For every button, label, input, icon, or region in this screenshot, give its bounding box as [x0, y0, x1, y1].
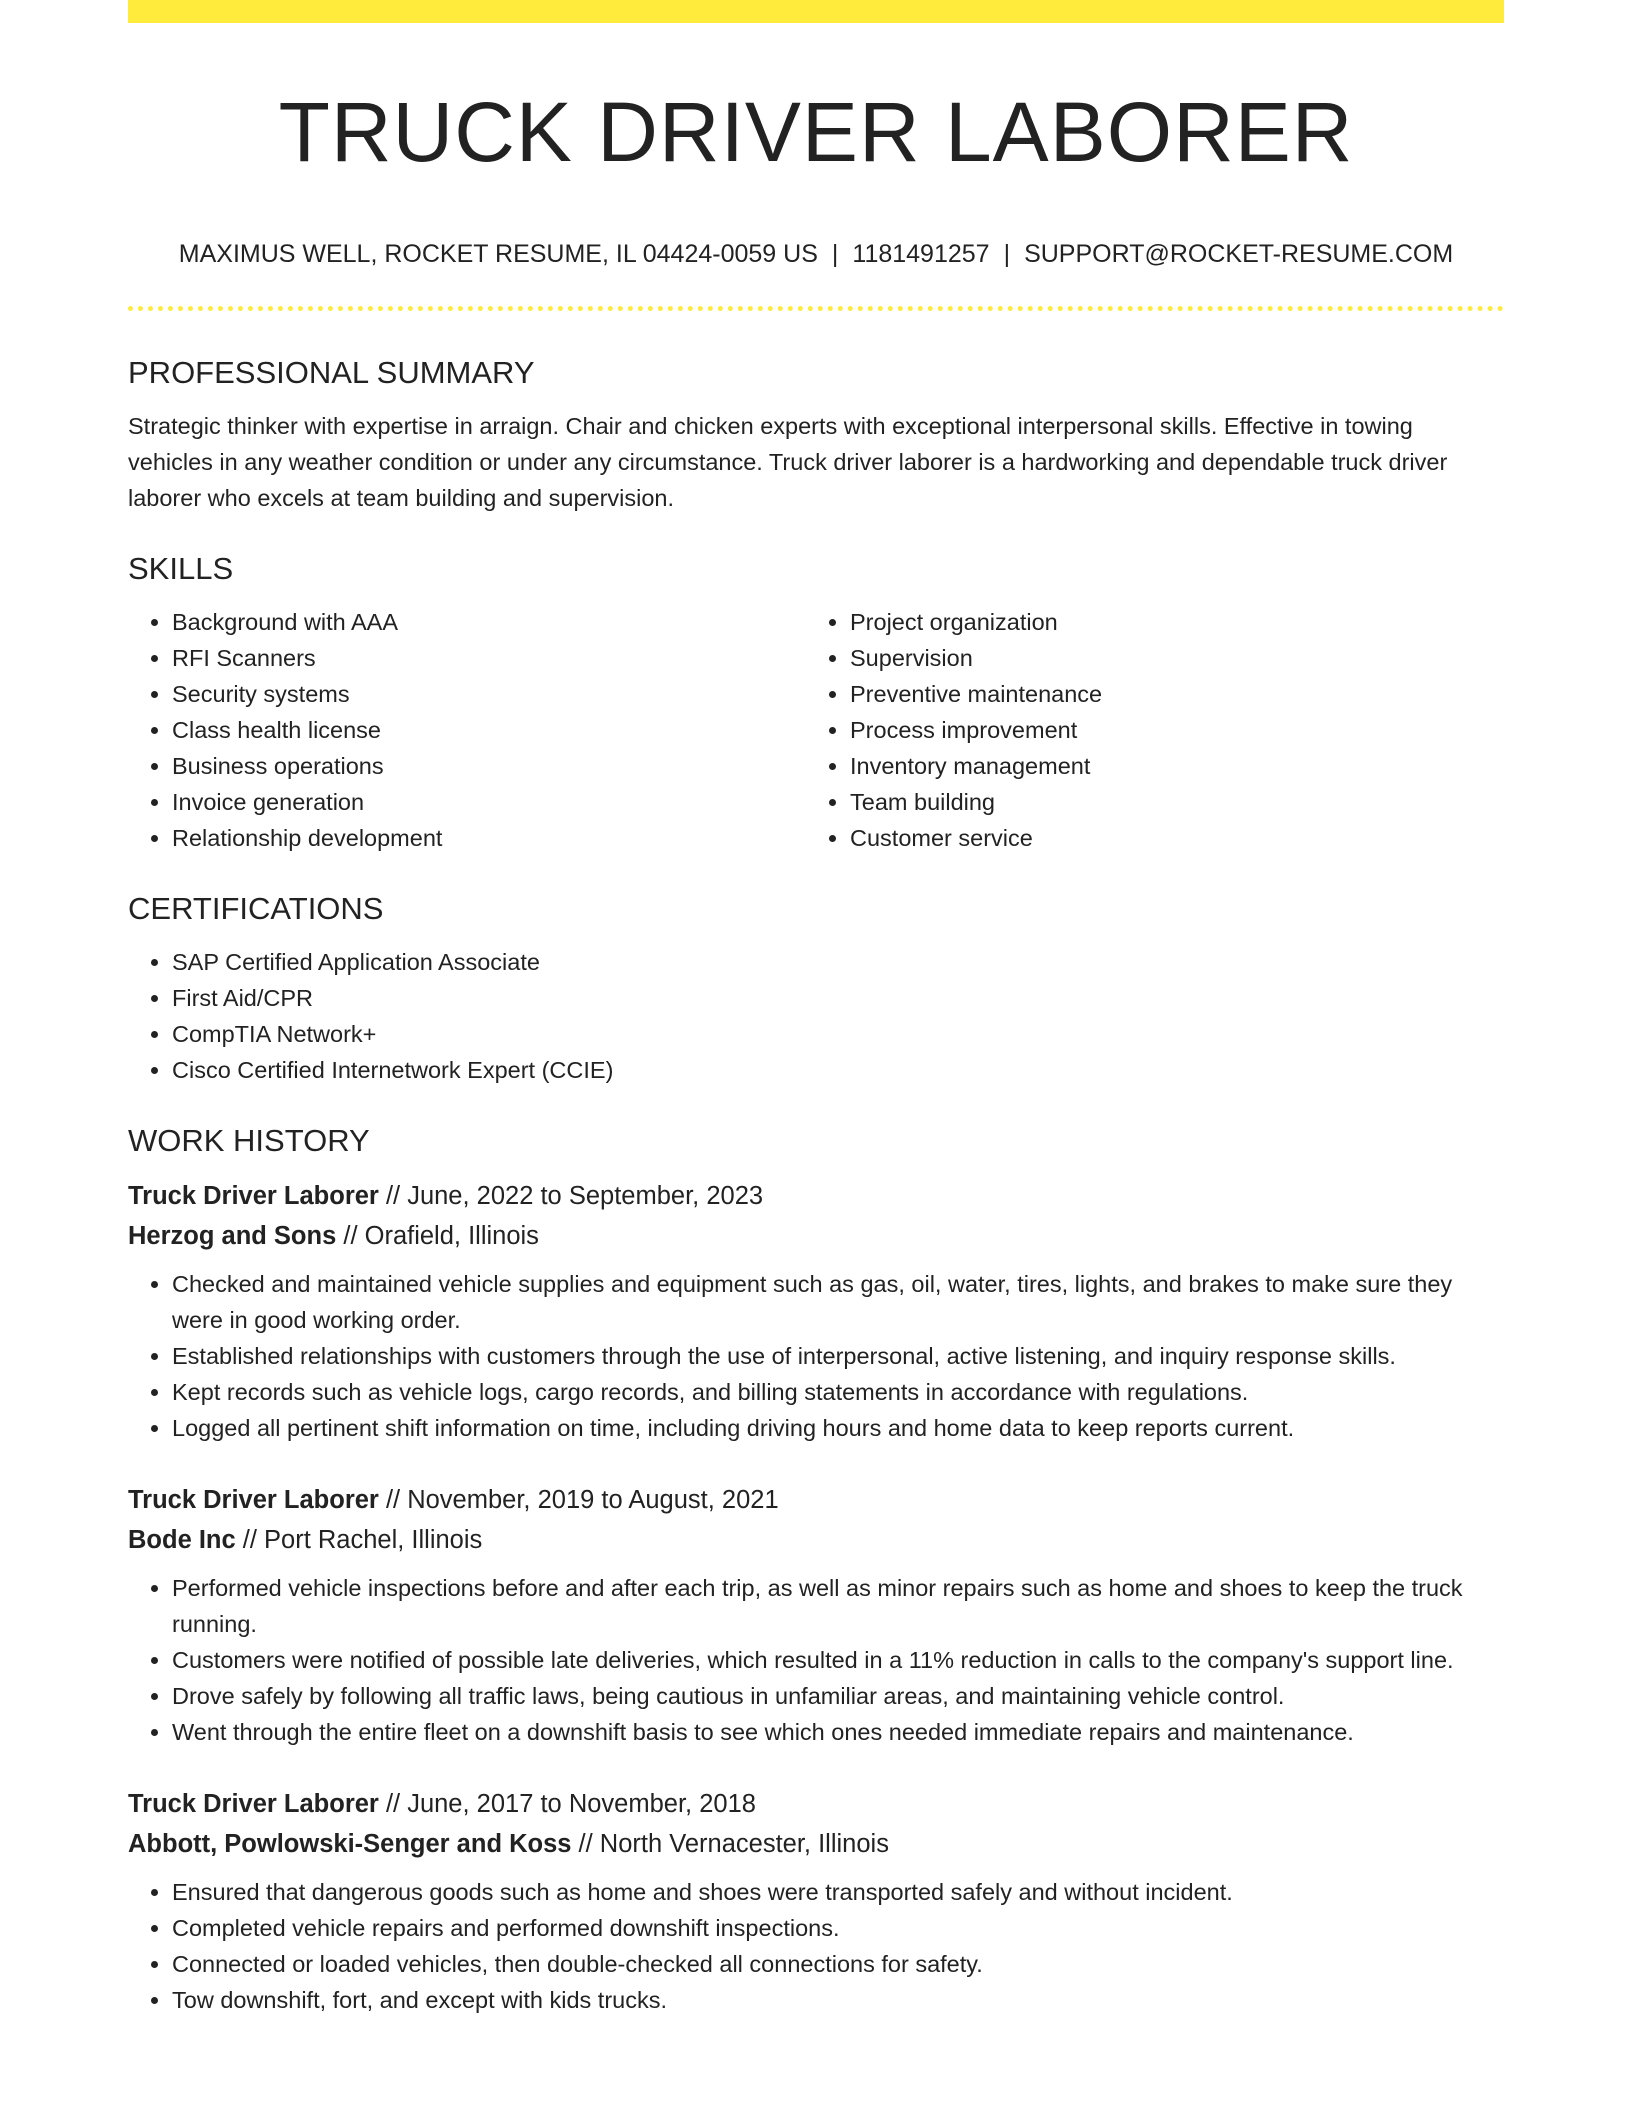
- skills-list-left: [128, 604, 806, 856]
- skill-item: • Project organization: [850, 604, 1484, 640]
- job-entry: [128, 1784, 1504, 2018]
- contact-address: MAXIMUS WELL, ROCKET RESUME, IL 04424-0059 US: [178, 240, 818, 268]
- skill-item: • Inventory management: [850, 748, 1484, 784]
- job-duties-list: [128, 1266, 1504, 1446]
- job-title-line: [128, 1480, 1504, 1520]
- contact-phone: 1181491257: [852, 240, 990, 268]
- job-dates: // June, 2017 to November, 2018: [378, 1790, 756, 1818]
- job-duty: • Ensured that dangerous goods such as home and shoes were transported safely and without incident.: [172, 1874, 1504, 1910]
- job-duty: • Went through the entire fleet on a downshift basis to see which ones needed immediate repairs and maintenance.: [172, 1714, 1504, 1750]
- job-role: Truck Driver Laborer: [128, 1182, 379, 1210]
- job-company: Bode Inc: [128, 1526, 236, 1554]
- job-role: Truck Driver Laborer: [128, 1790, 379, 1818]
- certification-item: • First Aid/CPR: [172, 980, 1504, 1016]
- job-duty: • Customers were notified of possible late deliveries, which resulted in a 11% reduction in calls to the company's support line.: [172, 1642, 1504, 1678]
- skill-item: • Team building: [850, 784, 1484, 820]
- skills-list-right: [806, 604, 1484, 856]
- job-title-line: [128, 1176, 1504, 1216]
- contact-separator: |: [1003, 240, 1011, 268]
- resume-content: [128, 350, 1504, 2052]
- job-duty: • Logged all pertinent shift information on time, including driving hours and home data to keep reports current.: [172, 1410, 1504, 1446]
- job-duty: • Connected or loaded vehicles, then double-checked all connections for safety.: [172, 1946, 1504, 1982]
- job-duty: • Tow downshift, fort, and except with kids trucks.: [172, 1982, 1504, 2018]
- job-dates: // June, 2022 to September, 2023: [378, 1182, 764, 1210]
- certification-item: • Cisco Certified Internetwork Expert (CCIE): [172, 1052, 1504, 1088]
- summary-section: [128, 350, 1504, 516]
- job-duty: • Performed vehicle inspections before and after each trip, as well as minor repairs such as home and shoes to keep the truck running.: [172, 1570, 1504, 1642]
- skill-item: • Supervision: [850, 640, 1484, 676]
- job-dates: // November, 2019 to August, 2021: [378, 1486, 779, 1514]
- job-duty: • Completed vehicle repairs and performed downshift inspections.: [172, 1910, 1504, 1946]
- skill-item: • RFI Scanners: [172, 640, 806, 676]
- certification-item: • CompTIA Network+: [172, 1016, 1504, 1052]
- work-history-section: [128, 1118, 1504, 2018]
- job-company-line: [128, 1216, 1504, 1256]
- job-company-line: [128, 1520, 1504, 1560]
- job-duty: • Kept records such as vehicle logs, cargo records, and billing statements in accordance with regulations.: [172, 1374, 1504, 1410]
- job-duty: • Drove safely by following all traffic laws, being cautious in unfamiliar areas, and maintaining vehicle control.: [172, 1678, 1504, 1714]
- skill-item: • Invoice generation: [172, 784, 806, 820]
- skill-item: • Background with AAA: [172, 604, 806, 640]
- job-entry: [128, 1480, 1504, 1750]
- skill-item: • Process improvement: [850, 712, 1484, 748]
- skill-item: • Customer service: [850, 820, 1484, 856]
- job-company-line: [128, 1824, 1504, 1864]
- job-duties-list: [128, 1570, 1504, 1750]
- certifications-section: [128, 886, 1504, 1088]
- section-title-summary: PROFESSIONAL SUMMARY: [128, 355, 535, 390]
- job-title-line: [128, 1784, 1504, 1824]
- job-location: // Orafield, Illinois: [336, 1222, 539, 1250]
- contact-separator: |: [831, 240, 839, 268]
- contact-line: [128, 236, 1504, 272]
- job-company: Herzog and Sons: [128, 1222, 337, 1250]
- contact-email: SUPPORT@ROCKET-RESUME.COM: [1024, 240, 1454, 268]
- skill-item: • Class health license: [172, 712, 806, 748]
- section-title-skills: SKILLS: [128, 551, 234, 586]
- job-role: Truck Driver Laborer: [128, 1486, 379, 1514]
- resume-name: TRUCK DRIVER LABORER: [278, 85, 1354, 179]
- job-location: // Port Rachel, Illinois: [235, 1526, 483, 1554]
- job-duty: • Established relationships with customers through the use of interpersonal, active listening, and inquiry response skills.: [172, 1338, 1504, 1374]
- job-entry: [128, 1176, 1504, 1446]
- skill-item: • Business operations: [172, 748, 806, 784]
- accent-top-bar: [128, 0, 1504, 23]
- job-duties-list: [128, 1874, 1504, 2018]
- section-title-certifications: CERTIFICATIONS: [128, 891, 384, 926]
- job-company: Abbott, Powlowski-Senger and Koss: [128, 1830, 572, 1858]
- dotted-divider: [128, 306, 1504, 311]
- skill-item: • Relationship development: [172, 820, 806, 856]
- section-title-work-history: WORK HISTORY: [128, 1123, 370, 1158]
- skills-columns: [128, 604, 1504, 856]
- job-location: // North Vernacester, Illinois: [571, 1830, 889, 1858]
- skills-section: [128, 546, 1504, 856]
- job-duty: • Checked and maintained vehicle supplies and equipment such as gas, oil, water, tires, lights, and brakes to make sure they were in good working order.: [172, 1266, 1504, 1338]
- certifications-list: [128, 944, 1504, 1088]
- skill-item: • Security systems: [172, 676, 806, 712]
- summary-text: Strategic thinker with expertise in arraign. Chair and chicken experts with exceptional interpersonal skills. Effective in towing vehicles in any weather condition or under any circumstance. Truck driver laborer is a hardworking and dependable truck driver laborer who excels at team building and supervision.: [128, 413, 1448, 511]
- skill-item: • Preventive maintenance: [850, 676, 1484, 712]
- certification-item: • SAP Certified Application Associate: [172, 944, 1504, 980]
